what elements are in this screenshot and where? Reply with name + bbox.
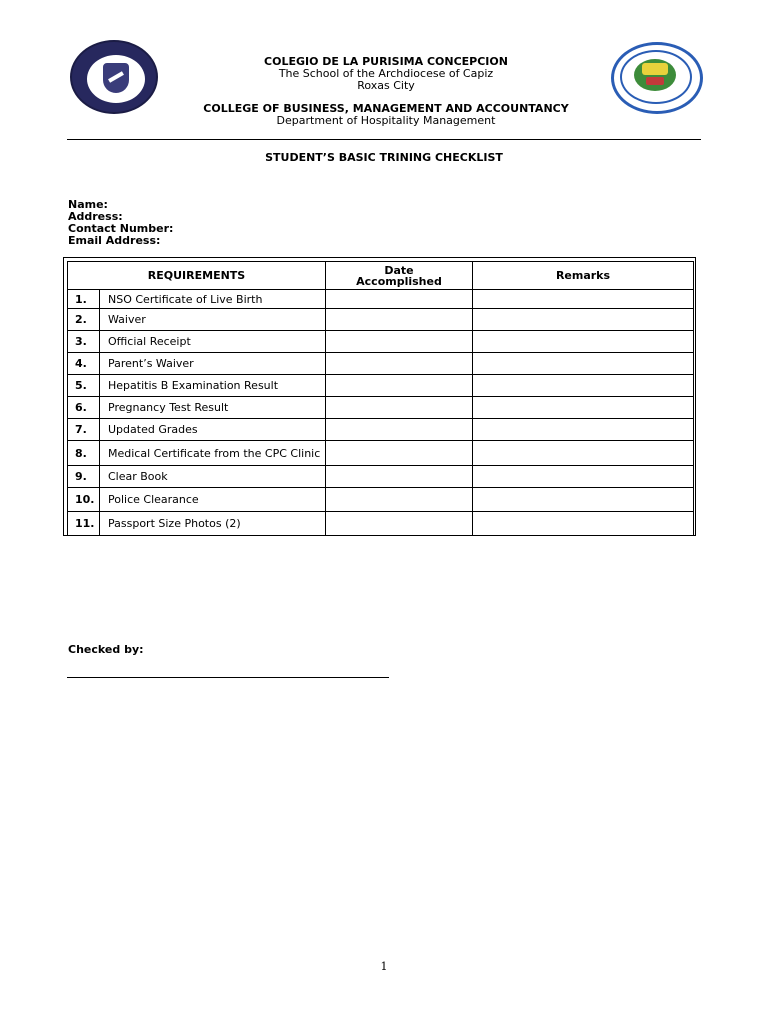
name-label: Name: bbox=[68, 198, 108, 211]
date-accomplished-cell[interactable] bbox=[326, 353, 473, 375]
email-address-label: Email Address: bbox=[68, 234, 161, 247]
date-accomplished-cell[interactable] bbox=[326, 512, 473, 536]
remarks-cell[interactable] bbox=[473, 512, 694, 536]
school-seal-icon bbox=[70, 40, 158, 114]
requirement-item: Official Receipt bbox=[100, 331, 326, 353]
table-row bbox=[68, 309, 694, 331]
row-number: 2. bbox=[68, 309, 100, 331]
requirement-item: Updated Grades bbox=[100, 419, 326, 441]
header-divider bbox=[67, 139, 701, 140]
remarks-cell[interactable] bbox=[473, 375, 694, 397]
remarks-cell[interactable] bbox=[473, 331, 694, 353]
remarks-cell[interactable] bbox=[473, 309, 694, 331]
table-row bbox=[68, 419, 694, 441]
college-seal-icon bbox=[611, 42, 703, 114]
table-row bbox=[68, 353, 694, 375]
row-number: 7. bbox=[68, 419, 100, 441]
row-number: 9. bbox=[68, 466, 100, 488]
requirement-item: NSO Certificate of Live Birth bbox=[100, 290, 326, 309]
page-title: STUDENT’S BASIC TRINING CHECKLIST bbox=[265, 151, 503, 164]
remarks-cell[interactable] bbox=[473, 488, 694, 512]
date-accomplished-cell[interactable] bbox=[326, 488, 473, 512]
remarks-cell[interactable] bbox=[473, 466, 694, 488]
requirement-item: Hepatitis B Examination Result bbox=[100, 375, 326, 397]
table-row bbox=[68, 397, 694, 419]
date-accomplished-cell[interactable] bbox=[326, 331, 473, 353]
table-row bbox=[68, 466, 694, 488]
checked-by-label: Checked by: bbox=[68, 643, 144, 656]
requirements-table bbox=[67, 261, 694, 536]
remarks-cell[interactable] bbox=[473, 419, 694, 441]
row-number: 5. bbox=[68, 375, 100, 397]
department-name: Department of Hospitality Management bbox=[276, 114, 496, 127]
row-number: 8. bbox=[68, 441, 100, 466]
remarks-header: Remarks bbox=[473, 262, 694, 290]
date-accomplished-header bbox=[326, 262, 473, 290]
table-row bbox=[68, 488, 694, 512]
page-number: 1 bbox=[380, 960, 388, 973]
date-header-line1: Date bbox=[384, 263, 414, 277]
table-row bbox=[68, 331, 694, 353]
table-row bbox=[68, 512, 694, 536]
row-number: 1. bbox=[68, 290, 100, 309]
college-name: COLLEGE OF BUSINESS, MANAGEMENT AND ACCOUNTANCY bbox=[203, 102, 569, 115]
school-name: COLEGIO DE LA PURISIMA CONCEPCION bbox=[264, 55, 508, 68]
date-header-line2: Accomplished bbox=[356, 274, 442, 288]
row-number: 4. bbox=[68, 353, 100, 375]
remarks-cell[interactable] bbox=[473, 353, 694, 375]
date-accomplished-cell[interactable] bbox=[326, 397, 473, 419]
row-number: 10. bbox=[68, 488, 100, 512]
remarks-cell[interactable] bbox=[473, 441, 694, 466]
requirement-item: Waiver bbox=[100, 309, 326, 331]
date-accomplished-cell[interactable] bbox=[326, 466, 473, 488]
signature-line bbox=[67, 677, 389, 678]
date-accomplished-cell[interactable] bbox=[326, 290, 473, 309]
table-row bbox=[68, 441, 694, 466]
date-accomplished-cell[interactable] bbox=[326, 309, 473, 331]
requirement-item: Parent’s Waiver bbox=[100, 353, 326, 375]
requirement-item: Medical Certificate from the CPC Clinic bbox=[100, 441, 326, 466]
remarks-cell[interactable] bbox=[473, 397, 694, 419]
school-tagline: The School of the Archdiocese of Capiz bbox=[278, 67, 494, 80]
row-number: 6. bbox=[68, 397, 100, 419]
school-city: Roxas City bbox=[357, 79, 415, 92]
requirement-item: Police Clearance bbox=[100, 488, 326, 512]
table-row bbox=[68, 290, 694, 309]
address-label: Address: bbox=[68, 210, 123, 223]
table-row bbox=[68, 375, 694, 397]
date-accomplished-cell[interactable] bbox=[326, 419, 473, 441]
contact-number-label: Contact Number: bbox=[68, 222, 174, 235]
requirement-item: Passport Size Photos (2) bbox=[100, 512, 326, 536]
row-number: 11. bbox=[68, 512, 100, 536]
table-header-row bbox=[68, 262, 694, 290]
remarks-cell[interactable] bbox=[473, 290, 694, 309]
row-number: 3. bbox=[68, 331, 100, 353]
date-accomplished-cell[interactable] bbox=[326, 441, 473, 466]
requirement-item: Clear Book bbox=[100, 466, 326, 488]
requirements-header: REQUIREMENTS bbox=[68, 262, 326, 290]
requirement-item: Pregnancy Test Result bbox=[100, 397, 326, 419]
date-accomplished-cell[interactable] bbox=[326, 375, 473, 397]
